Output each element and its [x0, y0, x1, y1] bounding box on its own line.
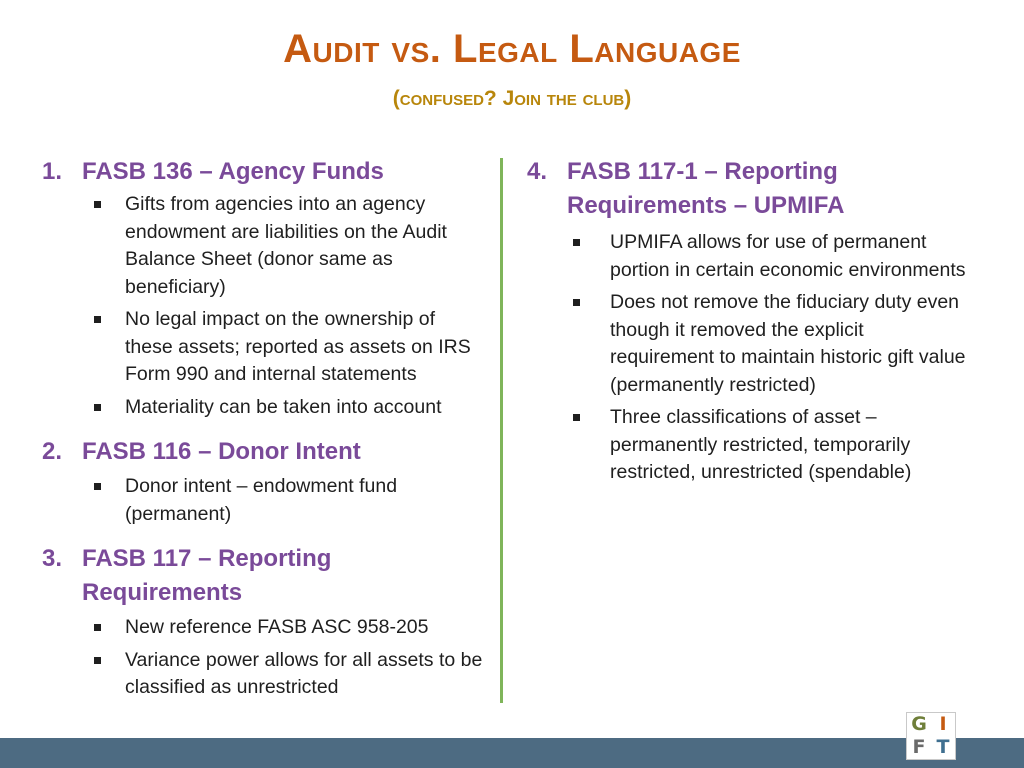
logo-letter: T	[936, 736, 950, 758]
bullet-item: Materiality can be taken into account	[94, 394, 487, 422]
square-bullet-icon	[94, 624, 101, 631]
left-column	[42, 155, 487, 712]
bullet-item: Gifts from agencies into an agency endowment are liabilities on the Audit Balance Sheet (donor same as beneficiary)	[94, 191, 487, 301]
section-number: 4.	[527, 158, 548, 185]
footer-bar	[0, 738, 1024, 768]
bullet-list	[42, 614, 487, 702]
section-fasb-136	[42, 155, 487, 421]
gift-logo	[906, 712, 956, 760]
bullet-list	[42, 473, 487, 528]
square-bullet-icon	[94, 657, 101, 664]
logo-letter: F	[912, 736, 926, 758]
section-fasb-117	[42, 542, 487, 702]
section-heading	[42, 435, 487, 469]
square-bullet-icon	[573, 299, 580, 306]
section-title: FASB 117 – Reporting Requirements	[82, 545, 332, 606]
bullet-item: Variance power allows for all assets to be classified as unrestricted	[94, 647, 487, 702]
square-bullet-icon	[573, 414, 580, 421]
square-bullet-icon	[94, 404, 101, 411]
slide-title: Audit vs. Legal Language	[283, 27, 741, 71]
section-fasb-117-1	[527, 155, 967, 487]
section-title: FASB 136 – Agency Funds	[82, 158, 384, 185]
bullet-item: Three classifications of asset – permanently restricted, temporarily restricted, unrestricted (spendable)	[573, 404, 967, 487]
logo-letter: I	[939, 713, 947, 735]
section-title: FASB 117-1 – Reporting Requirements – UPMIFA	[567, 158, 845, 219]
square-bullet-icon	[94, 316, 101, 323]
bullet-item: New reference FASB ASC 958-205	[94, 614, 487, 642]
bullet-list	[527, 229, 967, 487]
section-title: FASB 116 – Donor Intent	[82, 438, 361, 465]
bullet-item: Does not remove the fiduciary duty even though it removed the explicit requirement to maintain historic gift value (permanently restricted)	[573, 289, 967, 399]
bullet-list	[42, 191, 487, 421]
square-bullet-icon	[94, 201, 101, 208]
section-number: 1.	[42, 158, 63, 185]
right-column	[527, 155, 967, 497]
square-bullet-icon	[573, 239, 580, 246]
section-fasb-116	[42, 435, 487, 528]
bullet-item: No legal impact on the ownership of these assets; reported as assets on IRS Form 990 and internal statements	[94, 306, 487, 389]
column-divider	[500, 158, 503, 703]
section-number: 2.	[42, 438, 63, 465]
square-bullet-icon	[94, 483, 101, 490]
slide-subtitle: (confused? Join the club)	[392, 87, 632, 110]
bullet-item: UPMIFA allows for use of permanent portion in certain economic environments	[573, 229, 967, 284]
bullet-item: Donor intent – endowment fund (permanent)	[94, 473, 487, 528]
section-heading	[527, 155, 967, 223]
logo-letter: G	[911, 713, 927, 735]
section-heading	[42, 542, 487, 610]
section-heading	[42, 155, 487, 189]
section-number: 3.	[42, 545, 63, 572]
